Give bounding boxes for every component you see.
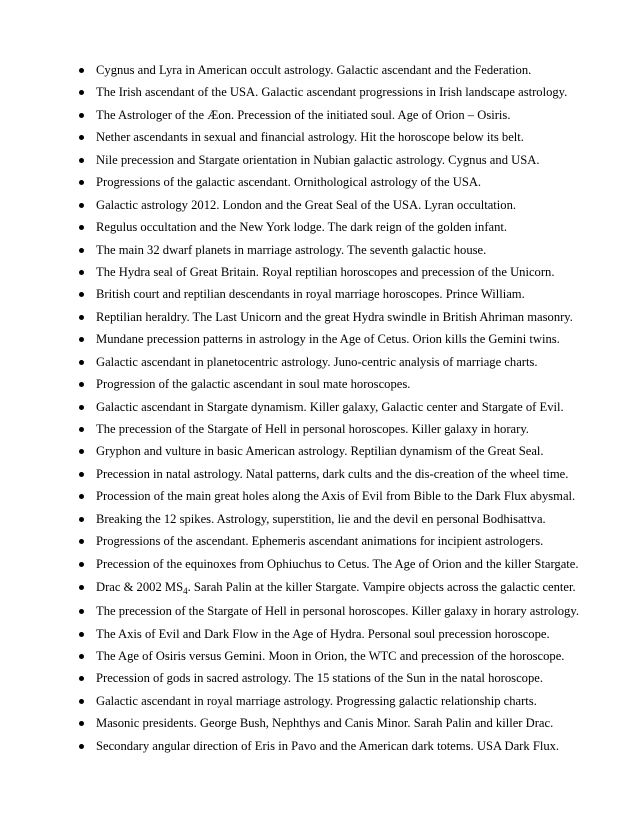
bullet-icon (79, 292, 84, 297)
list-item-text: Reptilian heraldry. The Last Unicorn and the great Hydra swindle in British Ahriman masonry. (96, 309, 573, 324)
list-item (78, 104, 623, 126)
bullet-icon (79, 337, 84, 342)
list-item (78, 485, 623, 507)
list-item-text: Progressions of the galactic ascendant. Ornithological astrology of the USA. (96, 175, 482, 190)
list-item-text: Breaking the 12 spikes. Astrology, superstition, lie and the devil en personal Bodhisattva. (96, 511, 546, 526)
list-item-text: The precession of the Stargate of Hell in personal horoscopes. Killer galaxy in horary astrology. (96, 604, 579, 619)
bullet-icon (79, 676, 84, 681)
list-item-text: Mundane precession patterns in astrology in the Age of Cetus. Orion kills the Gemini twins. (96, 332, 560, 347)
bullet-icon (79, 90, 84, 95)
list-item-text: The main 32 dwarf planets in marriage astrology. The seventh galactic house. (96, 242, 487, 257)
list-item (78, 373, 623, 395)
list-item (78, 440, 623, 462)
list-item-text: Precession in natal astrology. Natal patterns, dark cults and the dis-creation of the wheel time. (96, 466, 569, 481)
list-item-text: Secondary angular direction of Eris in Pavo and the American dark totems. USA Dark Flux. (96, 738, 560, 753)
list-item (78, 149, 623, 171)
list-item-text: Gryphon and vulture in basic American astrology. Reptilian dynamism of the Great Seal. (96, 444, 544, 459)
list-item (78, 261, 623, 283)
list-item (78, 126, 623, 148)
bullet-icon (79, 180, 84, 185)
list-item (78, 645, 623, 667)
bullet-icon (79, 472, 84, 477)
list-item-text: The Irish ascendant of the USA. Galactic ascendant progressions in Irish landscape astrology. (96, 85, 568, 100)
list-item-text: Progressions of the ascendant. Ephemeris ascendant animations for incipient astrologers. (96, 534, 544, 549)
list-item (78, 418, 623, 440)
list-item-text: Cygnus and Lyra in American occult astrology. Galactic ascendant and the Federation. (96, 63, 532, 77)
bullet-icon (79, 517, 84, 522)
bullet-icon (79, 203, 84, 208)
list-item (78, 508, 623, 530)
list-item (78, 171, 623, 193)
list-item (78, 623, 623, 645)
bullet-icon (79, 744, 84, 749)
list-item (78, 553, 623, 575)
list-item (78, 328, 623, 350)
list-item (78, 81, 623, 103)
bullet-icon (79, 113, 84, 118)
bullet-icon (79, 562, 84, 567)
list-item-text: The Age of Osiris versus Gemini. Moon in Orion, the WTC and precession of the horoscope. (96, 648, 565, 663)
list-item (78, 600, 623, 622)
list-item-text (96, 580, 576, 597)
list-item (78, 351, 623, 373)
bullet-icon (79, 382, 84, 387)
list-item-text: Precession of gods in sacred astrology. The 15 stations of the Sun in the natal horoscope. (96, 671, 543, 686)
list-item-text: Galactic ascendant in Stargate dynamism. Killer galaxy, Galactic center and Stargate of Evil. (96, 399, 564, 414)
list-item (78, 667, 623, 689)
list-item-text: Precession of the equinoxes from Ophiuchus to Cetus. The Age of Orion and the killer Stargate. (96, 556, 579, 571)
list-item (78, 690, 623, 712)
bullet-icon (79, 248, 84, 253)
list-item-text: Progression of the galactic ascendant in soul mate horoscopes. (96, 377, 411, 392)
list-item (78, 216, 623, 238)
list-item (78, 59, 623, 81)
bullet-icon (79, 68, 84, 73)
list-item (78, 306, 623, 328)
list-item (78, 194, 623, 216)
list-item (78, 735, 623, 757)
drac-text-end: . Sarah Palin at the killer Stargate. Vampire objects across the galactic center. (187, 580, 576, 595)
list-item-text: The Hydra seal of Great Britain. Royal reptilian horoscopes and precession of the Unicorn. (96, 264, 555, 279)
list-item (78, 283, 623, 305)
bullet-icon (79, 315, 84, 320)
list-item-text: The Astrologer of the Æon. Precession of the initiated soul. Age of Orion – Osiris. (96, 107, 511, 122)
list-item-text: The precession of the Stargate of Hell in personal horoscopes. Killer galaxy in horary. (96, 422, 529, 436)
list-item-text: Galactic astrology 2012. London and the Great Seal of the USA. Lyran occultation. (96, 197, 517, 212)
bullet-icon (79, 654, 84, 659)
bullet-icon (79, 405, 84, 410)
bullet-icon (79, 539, 84, 544)
bullet-icon (79, 609, 84, 614)
list-item (78, 463, 623, 485)
list-item-text: Nether ascendants in sexual and financial astrology. Hit the horoscope below its belt. (96, 130, 524, 145)
list-item (78, 530, 623, 552)
drac-subscript: 4 (183, 586, 188, 597)
list-item (78, 712, 623, 734)
bullet-icon (79, 632, 84, 637)
bullet-icon (79, 135, 84, 140)
list-item-text: Nile precession and Stargate orientation in Nubian galactic astrology. Cygnus and USA. (96, 152, 540, 167)
list-item-text: Galactic ascendant in royal marriage astrology. Progressing galactic relationship charts. (96, 693, 537, 708)
list-item-text: British court and reptilian descendants in royal marriage horoscopes. Prince William. (96, 287, 525, 302)
bullet-list (78, 59, 623, 757)
list-item (78, 575, 623, 600)
drac-text-start: Drac & 2002 MS (96, 580, 184, 595)
bullet-icon (79, 721, 84, 726)
bullet-icon (79, 427, 84, 432)
list-item-text: Galactic ascendant in planetocentric astrology. Juno-centric analysis of marriage charts. (96, 354, 538, 369)
list-item (78, 239, 623, 261)
bullet-icon (79, 494, 84, 499)
list-item-text: Procession of the main great holes along the Axis of Evil from Bible to the Dark Flux abysmal. (96, 489, 576, 504)
bullet-icon (79, 585, 84, 590)
list-item-text: Regulus occultation and the New York lodge. The dark reign of the golden infant. (96, 220, 508, 235)
bullet-icon (79, 158, 84, 163)
list-item-text: Masonic presidents. George Bush, Nephthys and Canis Minor. Sarah Palin and killer Drac. (96, 716, 554, 731)
bullet-icon (79, 449, 84, 454)
bullet-icon (79, 360, 84, 365)
bullet-icon (79, 270, 84, 275)
bullet-icon (79, 699, 84, 704)
list-item (78, 396, 623, 418)
bullet-icon (79, 225, 84, 230)
list-item-text: The Axis of Evil and Dark Flow in the Age of Hydra. Personal soul precession horoscope. (96, 626, 550, 641)
